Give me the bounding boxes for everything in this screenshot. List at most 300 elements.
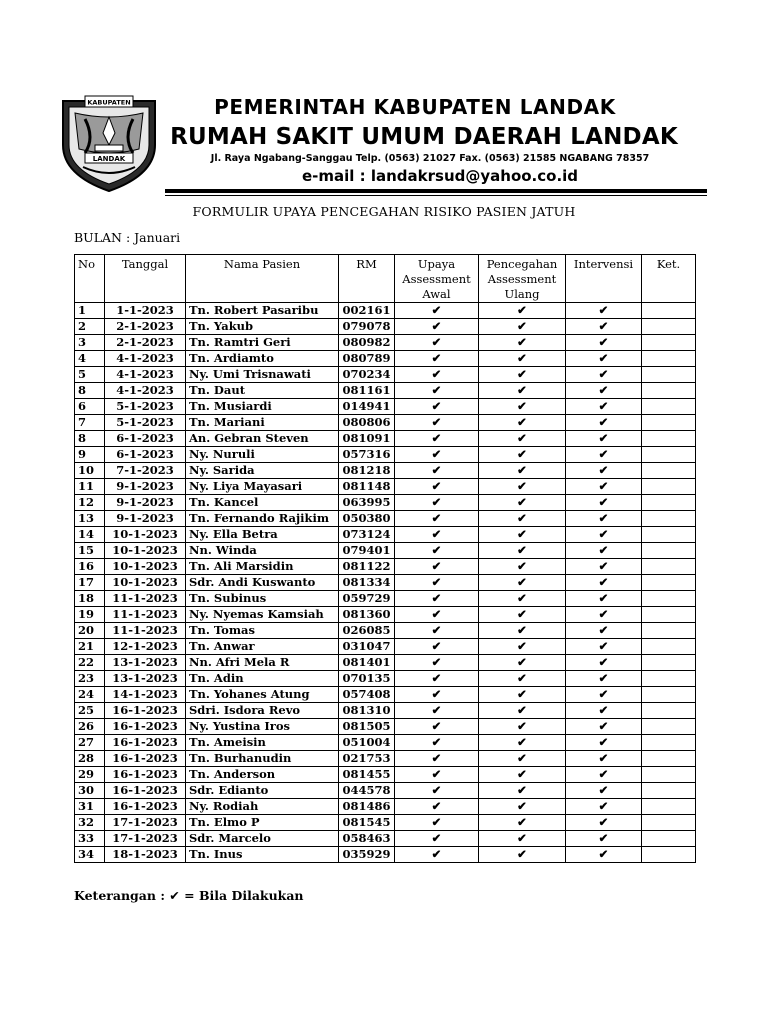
table-row xyxy=(75,431,696,447)
cell-no: 8 xyxy=(75,431,105,447)
cell-nama-pasien: Ny. Rodiah xyxy=(186,799,339,815)
cell-rm: 081161 xyxy=(339,383,395,399)
cell-tanggal: 16-1-2023 xyxy=(105,703,186,719)
check-icon: ✔ xyxy=(395,383,479,399)
cell-ket xyxy=(642,639,696,655)
cell-tanggal: 13-1-2023 xyxy=(105,655,186,671)
table-row xyxy=(75,319,696,335)
check-icon: ✔ xyxy=(479,303,566,319)
hospital-title: RUMAH SAKIT UMUM DAERAH LANDAK xyxy=(170,124,678,150)
col-rm: RM xyxy=(339,255,395,303)
cell-no: 31 xyxy=(75,799,105,815)
table-row xyxy=(75,671,696,687)
table-row xyxy=(75,575,696,591)
cell-tanggal: 16-1-2023 xyxy=(105,799,186,815)
table-row xyxy=(75,815,696,831)
cell-nama-pasien: Sdr. Andi Kuswanto xyxy=(186,575,339,591)
logo-name-text: LANDAK xyxy=(92,155,126,163)
check-icon: ✔ xyxy=(395,719,479,735)
cell-no: 34 xyxy=(75,847,105,863)
cell-ket xyxy=(642,367,696,383)
cell-rm: 044578 xyxy=(339,783,395,799)
check-icon: ✔ xyxy=(479,671,566,687)
cell-tanggal: 4-1-2023 xyxy=(105,367,186,383)
check-icon: ✔ xyxy=(479,767,566,783)
check-icon: ✔ xyxy=(479,799,566,815)
cell-nama-pasien: Ny. Yustina Iros xyxy=(186,719,339,735)
regency-logo xyxy=(55,93,163,193)
check-icon: ✔ xyxy=(566,783,642,799)
cell-rm: 080982 xyxy=(339,335,395,351)
check-icon: ✔ xyxy=(395,831,479,847)
cell-nama-pasien: Tn. Ramtri Geri xyxy=(186,335,339,351)
cell-no: 7 xyxy=(75,415,105,431)
cell-rm: 080806 xyxy=(339,415,395,431)
cell-tanggal: 18-1-2023 xyxy=(105,847,186,863)
cell-ket xyxy=(642,847,696,863)
table-row xyxy=(75,831,696,847)
table-row xyxy=(75,479,696,495)
cell-rm: 070135 xyxy=(339,671,395,687)
cell-tanggal: 5-1-2023 xyxy=(105,415,186,431)
check-icon: ✔ xyxy=(566,351,642,367)
legend-label: Keterangan : xyxy=(74,888,165,903)
check-icon: ✔ xyxy=(566,735,642,751)
check-icon: ✔ xyxy=(479,623,566,639)
check-icon: ✔ xyxy=(479,591,566,607)
check-icon: ✔ xyxy=(566,703,642,719)
table-row xyxy=(75,527,696,543)
table-row xyxy=(75,495,696,511)
check-icon: ✔ xyxy=(395,655,479,671)
check-icon: ✔ xyxy=(479,495,566,511)
check-icon: ✔ xyxy=(479,431,566,447)
cell-no: 29 xyxy=(75,767,105,783)
check-icon: ✔ xyxy=(566,591,642,607)
cell-tanggal: 14-1-2023 xyxy=(105,687,186,703)
cell-no: 9 xyxy=(75,447,105,463)
cell-rm: 079401 xyxy=(339,543,395,559)
table-row xyxy=(75,463,696,479)
cell-tanggal: 11-1-2023 xyxy=(105,591,186,607)
cell-no: 5 xyxy=(75,367,105,383)
cell-ket xyxy=(642,575,696,591)
check-icon: ✔ xyxy=(395,335,479,351)
cell-tanggal: 4-1-2023 xyxy=(105,351,186,367)
cell-ket xyxy=(642,703,696,719)
cell-no: 26 xyxy=(75,719,105,735)
table-row xyxy=(75,415,696,431)
cell-nama-pasien: Sdri. Isdora Revo xyxy=(186,703,339,719)
table-row xyxy=(75,383,696,399)
cell-rm: 081310 xyxy=(339,703,395,719)
cell-no: 10 xyxy=(75,463,105,479)
month-label: BULAN : Januari xyxy=(74,230,181,245)
cell-rm: 081455 xyxy=(339,767,395,783)
cell-no: 3 xyxy=(75,335,105,351)
table-row xyxy=(75,367,696,383)
cell-ket xyxy=(642,543,696,559)
cell-tanggal: 6-1-2023 xyxy=(105,447,186,463)
check-icon: ✔ xyxy=(395,607,479,623)
table-row xyxy=(75,735,696,751)
check-icon: ✔ xyxy=(395,367,479,383)
table-row xyxy=(75,687,696,703)
cell-ket xyxy=(642,607,696,623)
check-icon: ✔ xyxy=(479,543,566,559)
cell-nama-pasien: Ny. Nyemas Kamsiah xyxy=(186,607,339,623)
check-icon: ✔ xyxy=(395,527,479,543)
table-row xyxy=(75,399,696,415)
table-row xyxy=(75,783,696,799)
check-icon: ✔ xyxy=(395,543,479,559)
check-icon: ✔ xyxy=(479,639,566,655)
cell-rm: 081091 xyxy=(339,431,395,447)
check-icon: ✔ xyxy=(479,335,566,351)
check-icon: ✔ xyxy=(479,655,566,671)
check-icon: ✔ xyxy=(395,415,479,431)
check-icon: ✔ xyxy=(479,527,566,543)
cell-rm: 035929 xyxy=(339,847,395,863)
check-icon: ✔ xyxy=(479,447,566,463)
cell-nama-pasien: Ny. Ella Betra xyxy=(186,527,339,543)
check-icon: ✔ xyxy=(566,639,642,655)
cell-tanggal: 17-1-2023 xyxy=(105,831,186,847)
cell-tanggal: 17-1-2023 xyxy=(105,815,186,831)
check-icon: ✔ xyxy=(566,543,642,559)
cell-tanggal: 16-1-2023 xyxy=(105,719,186,735)
cell-rm: 063995 xyxy=(339,495,395,511)
check-icon: ✔ xyxy=(566,383,642,399)
check-icon: ✔ xyxy=(395,575,479,591)
cell-rm: 080789 xyxy=(339,351,395,367)
cell-tanggal: 9-1-2023 xyxy=(105,511,186,527)
cell-no: 22 xyxy=(75,655,105,671)
cell-rm: 081486 xyxy=(339,799,395,815)
check-icon: ✔ xyxy=(395,303,479,319)
patient-fall-prevention-table xyxy=(74,254,696,863)
cell-nama-pasien: Ny. Liya Mayasari xyxy=(186,479,339,495)
check-icon: ✔ xyxy=(566,575,642,591)
cell-rm: 081545 xyxy=(339,815,395,831)
table-row xyxy=(75,655,696,671)
cell-tanggal: 11-1-2023 xyxy=(105,607,186,623)
cell-no: 6 xyxy=(75,399,105,415)
check-icon: ✔ xyxy=(395,511,479,527)
table-row xyxy=(75,623,696,639)
table-row xyxy=(75,543,696,559)
cell-rm: 021753 xyxy=(339,751,395,767)
cell-tanggal: 6-1-2023 xyxy=(105,431,186,447)
cell-rm: 057316 xyxy=(339,447,395,463)
cell-no: 33 xyxy=(75,831,105,847)
cell-no: 2 xyxy=(75,319,105,335)
table-row xyxy=(75,303,696,319)
check-icon: ✔ xyxy=(395,463,479,479)
check-icon: ✔ xyxy=(566,751,642,767)
logo-banner-text: KABUPATEN xyxy=(87,98,131,107)
cell-nama-pasien: Tn. Musiardi xyxy=(186,399,339,415)
check-icon: ✔ xyxy=(395,559,479,575)
check-icon: ✔ xyxy=(566,623,642,639)
cell-rm: 026085 xyxy=(339,623,395,639)
check-icon: ✔ xyxy=(395,767,479,783)
cell-ket xyxy=(642,719,696,735)
table-header-row xyxy=(75,255,696,303)
check-icon: ✔ xyxy=(479,719,566,735)
cell-tanggal: 7-1-2023 xyxy=(105,463,186,479)
check-icon: ✔ xyxy=(566,479,642,495)
check-icon: ✔ xyxy=(479,687,566,703)
cell-nama-pasien: Tn. Inus xyxy=(186,847,339,863)
cell-rm: 081360 xyxy=(339,607,395,623)
col-ket: Ket. xyxy=(642,255,696,303)
check-icon: ✔ xyxy=(479,415,566,431)
cell-nama-pasien: Tn. Kancel xyxy=(186,495,339,511)
table-row xyxy=(75,719,696,735)
check-icon: ✔ xyxy=(169,888,180,903)
check-icon: ✔ xyxy=(566,319,642,335)
check-icon: ✔ xyxy=(395,687,479,703)
cell-nama-pasien: Ny. Umi Trisnawati xyxy=(186,367,339,383)
cell-no: 30 xyxy=(75,783,105,799)
cell-ket xyxy=(642,351,696,367)
cell-rm: 014941 xyxy=(339,399,395,415)
cell-rm: 059729 xyxy=(339,591,395,607)
cell-tanggal: 16-1-2023 xyxy=(105,751,186,767)
cell-no: 11 xyxy=(75,479,105,495)
cell-tanggal: 12-1-2023 xyxy=(105,639,186,655)
cell-rm: 081401 xyxy=(339,655,395,671)
check-icon: ✔ xyxy=(566,607,642,623)
cell-rm: 050380 xyxy=(339,511,395,527)
check-icon: ✔ xyxy=(566,463,642,479)
cell-nama-pasien: Tn. Daut xyxy=(186,383,339,399)
check-icon: ✔ xyxy=(566,447,642,463)
cell-rm: 081122 xyxy=(339,559,395,575)
table-row xyxy=(75,703,696,719)
header-divider-thin xyxy=(165,195,707,196)
col-intervensi: Intervensi xyxy=(566,255,642,303)
check-icon: ✔ xyxy=(395,479,479,495)
cell-tanggal: 13-1-2023 xyxy=(105,671,186,687)
check-icon: ✔ xyxy=(566,303,642,319)
cell-no: 13 xyxy=(75,511,105,527)
cell-nama-pasien: Tn. Fernando Rajikim xyxy=(186,511,339,527)
check-icon: ✔ xyxy=(566,719,642,735)
legend-note xyxy=(74,888,304,903)
cell-nama-pasien: Tn. Anwar xyxy=(186,639,339,655)
cell-ket xyxy=(642,799,696,815)
cell-ket xyxy=(642,447,696,463)
check-icon: ✔ xyxy=(479,607,566,623)
cell-nama-pasien: Nn. Afri Mela R xyxy=(186,655,339,671)
cell-no: 21 xyxy=(75,639,105,655)
check-icon: ✔ xyxy=(566,559,642,575)
check-icon: ✔ xyxy=(566,335,642,351)
check-icon: ✔ xyxy=(479,735,566,751)
table-body xyxy=(75,303,696,863)
check-icon: ✔ xyxy=(566,655,642,671)
cell-no: 16 xyxy=(75,559,105,575)
cell-nama-pasien: Tn. Yakub xyxy=(186,319,339,335)
cell-tanggal: 10-1-2023 xyxy=(105,527,186,543)
hospital-address: Jl. Raya Ngabang-Sanggau Telp. (0563) 21027 Fax. (0563) 21585 NGABANG 78357 xyxy=(210,153,650,164)
cell-ket xyxy=(642,463,696,479)
cell-rm: 002161 xyxy=(339,303,395,319)
check-icon: ✔ xyxy=(566,847,642,863)
cell-nama-pasien: Tn. Ardiamto xyxy=(186,351,339,367)
check-icon: ✔ xyxy=(395,495,479,511)
cell-ket xyxy=(642,303,696,319)
cell-no: 32 xyxy=(75,815,105,831)
cell-tanggal: 10-1-2023 xyxy=(105,575,186,591)
col-no: No xyxy=(75,255,105,303)
cell-ket xyxy=(642,671,696,687)
col-pencegahan-assessment-ulang: Pencegahan Assessment Ulang xyxy=(479,255,566,303)
cell-tanggal: 2-1-2023 xyxy=(105,335,186,351)
check-icon: ✔ xyxy=(566,495,642,511)
check-icon: ✔ xyxy=(395,639,479,655)
cell-ket xyxy=(642,687,696,703)
cell-nama-pasien: Tn. Elmo P xyxy=(186,815,339,831)
cell-tanggal: 10-1-2023 xyxy=(105,559,186,575)
check-icon: ✔ xyxy=(566,831,642,847)
cell-no: 18 xyxy=(75,591,105,607)
table-row xyxy=(75,767,696,783)
table-row xyxy=(75,607,696,623)
cell-ket xyxy=(642,751,696,767)
cell-tanggal: 11-1-2023 xyxy=(105,623,186,639)
check-icon: ✔ xyxy=(566,527,642,543)
cell-rm: 081218 xyxy=(339,463,395,479)
cell-ket xyxy=(642,399,696,415)
check-icon: ✔ xyxy=(479,351,566,367)
check-icon: ✔ xyxy=(395,671,479,687)
cell-nama-pasien: Sdr. Marcelo xyxy=(186,831,339,847)
table-row xyxy=(75,847,696,863)
check-icon: ✔ xyxy=(395,799,479,815)
cell-nama-pasien: Ny. Nuruli xyxy=(186,447,339,463)
cell-rm: 070234 xyxy=(339,367,395,383)
check-icon: ✔ xyxy=(395,447,479,463)
hospital-email: e-mail : landakrsud@yahoo.co.id xyxy=(301,167,579,185)
header-divider-thick xyxy=(165,189,707,193)
check-icon: ✔ xyxy=(566,815,642,831)
cell-nama-pasien: Nn. Winda xyxy=(186,543,339,559)
check-icon: ✔ xyxy=(395,735,479,751)
cell-ket xyxy=(642,511,696,527)
table-row xyxy=(75,751,696,767)
check-icon: ✔ xyxy=(395,431,479,447)
check-icon: ✔ xyxy=(395,351,479,367)
cell-ket xyxy=(642,479,696,495)
cell-nama-pasien: Tn. Robert Pasaribu xyxy=(186,303,339,319)
cell-no: 4 xyxy=(75,351,105,367)
cell-ket xyxy=(642,783,696,799)
cell-ket xyxy=(642,735,696,751)
legend-text: = Bila Dilakukan xyxy=(184,888,304,903)
cell-no: 25 xyxy=(75,703,105,719)
cell-no: 14 xyxy=(75,527,105,543)
check-icon: ✔ xyxy=(395,847,479,863)
cell-rm: 031047 xyxy=(339,639,395,655)
check-icon: ✔ xyxy=(395,751,479,767)
table-row xyxy=(75,799,696,815)
cell-no: 20 xyxy=(75,623,105,639)
cell-nama-pasien: Tn. Adin xyxy=(186,671,339,687)
cell-rm: 081334 xyxy=(339,575,395,591)
check-icon: ✔ xyxy=(566,399,642,415)
cell-ket xyxy=(642,431,696,447)
cell-ket xyxy=(642,319,696,335)
cell-tanggal: 1-1-2023 xyxy=(105,303,186,319)
cell-no: 12 xyxy=(75,495,105,511)
cell-ket xyxy=(642,623,696,639)
check-icon: ✔ xyxy=(479,479,566,495)
cell-tanggal: 16-1-2023 xyxy=(105,735,186,751)
cell-nama-pasien: Tn. Subinus xyxy=(186,591,339,607)
check-icon: ✔ xyxy=(566,671,642,687)
table-row xyxy=(75,591,696,607)
cell-rm: 051004 xyxy=(339,735,395,751)
check-icon: ✔ xyxy=(479,575,566,591)
cell-ket xyxy=(642,815,696,831)
cell-tanggal: 4-1-2023 xyxy=(105,383,186,399)
cell-tanggal: 16-1-2023 xyxy=(105,783,186,799)
cell-no: 28 xyxy=(75,751,105,767)
cell-ket xyxy=(642,415,696,431)
check-icon: ✔ xyxy=(566,511,642,527)
check-icon: ✔ xyxy=(479,559,566,575)
check-icon: ✔ xyxy=(566,415,642,431)
cell-no: 8 xyxy=(75,383,105,399)
check-icon: ✔ xyxy=(566,367,642,383)
government-title: PEMERINTAH KABUPATEN LANDAK xyxy=(214,95,616,119)
cell-ket xyxy=(642,527,696,543)
check-icon: ✔ xyxy=(566,799,642,815)
check-icon: ✔ xyxy=(566,767,642,783)
cell-nama-pasien: An. Gebran Steven xyxy=(186,431,339,447)
check-icon: ✔ xyxy=(479,463,566,479)
check-icon: ✔ xyxy=(479,511,566,527)
table-row xyxy=(75,335,696,351)
cell-rm: 073124 xyxy=(339,527,395,543)
cell-rm: 057408 xyxy=(339,687,395,703)
cell-rm: 058463 xyxy=(339,831,395,847)
cell-rm: 079078 xyxy=(339,319,395,335)
cell-tanggal: 9-1-2023 xyxy=(105,495,186,511)
check-icon: ✔ xyxy=(479,399,566,415)
check-icon: ✔ xyxy=(395,703,479,719)
table-row xyxy=(75,639,696,655)
cell-nama-pasien: Tn. Burhanudin xyxy=(186,751,339,767)
cell-ket xyxy=(642,767,696,783)
cell-tanggal: 10-1-2023 xyxy=(105,543,186,559)
cell-ket xyxy=(642,831,696,847)
check-icon: ✔ xyxy=(479,847,566,863)
cell-tanggal: 9-1-2023 xyxy=(105,479,186,495)
check-icon: ✔ xyxy=(566,431,642,447)
check-icon: ✔ xyxy=(479,831,566,847)
check-icon: ✔ xyxy=(566,687,642,703)
cell-ket xyxy=(642,495,696,511)
col-tanggal: Tanggal xyxy=(105,255,186,303)
check-icon: ✔ xyxy=(395,783,479,799)
check-icon: ✔ xyxy=(479,319,566,335)
check-icon: ✔ xyxy=(395,623,479,639)
cell-ket xyxy=(642,655,696,671)
